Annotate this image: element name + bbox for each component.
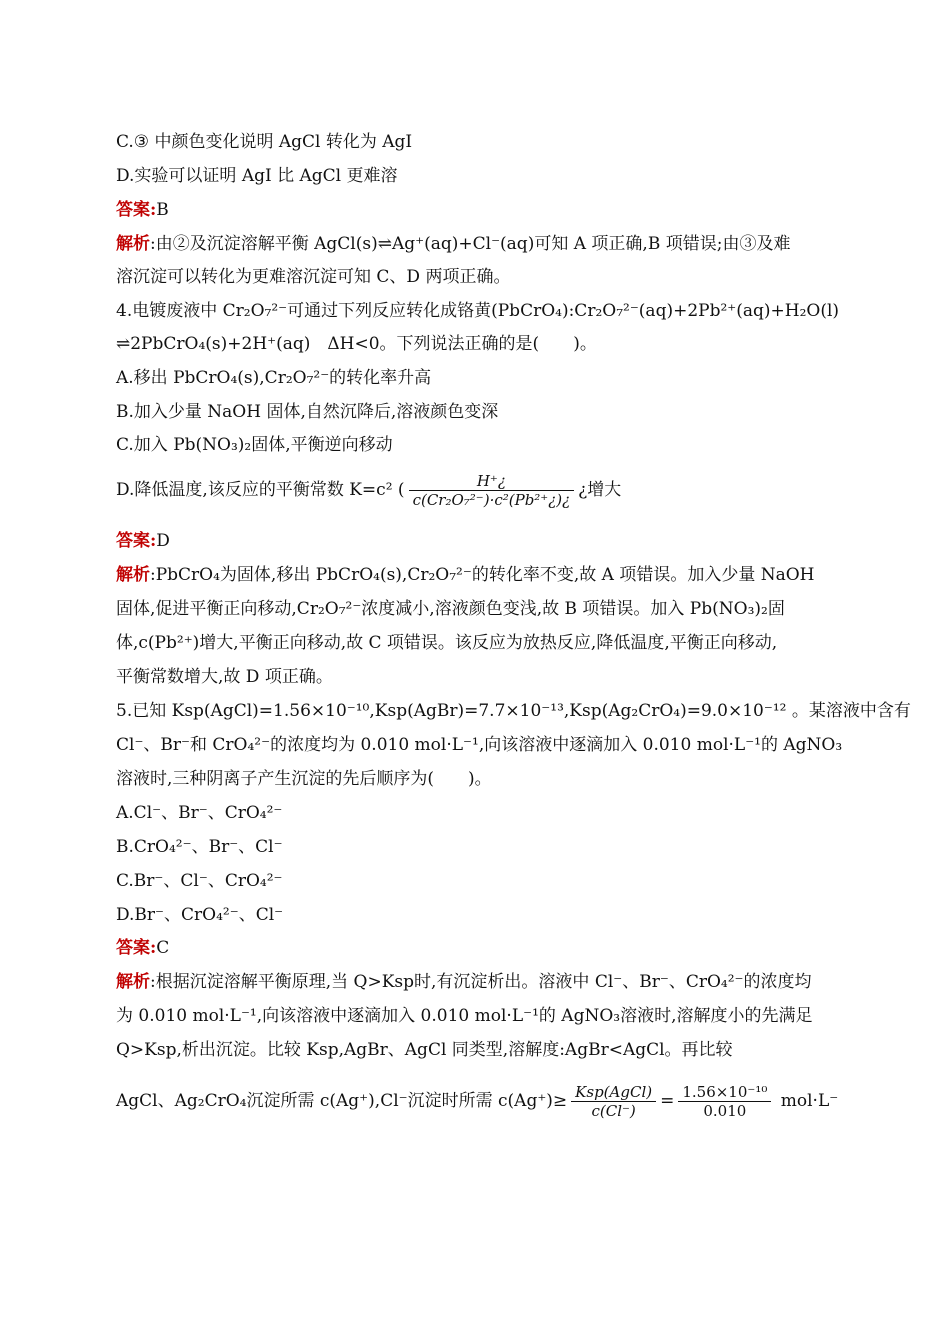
analysis-2-line-4 [116, 666, 836, 688]
analysis-2-line-1 [116, 564, 836, 586]
fraction-denominator: 0.010 [703, 1102, 747, 1120]
analysis-label: 解析 [116, 972, 150, 992]
text: 固体,促进平衡正向移动,Cr₂O₇²⁻浓度减小,溶液颜色变浅,故 B 项错误。加入 Pb(NO₃)₂固 [116, 599, 785, 619]
text: A.移出 PbCrO₄(s),Cr₂O₇²⁻的转化率升高 [116, 368, 432, 388]
fraction-numerator: Ksp(AgCl) [571, 1083, 656, 1102]
answer-label: 答案: [116, 531, 157, 551]
text: Q>Ksp,析出沉淀。比较 Ksp,AgBr、AgCl 同类型,溶解度:AgBr<AgCl。再比较 [116, 1040, 733, 1060]
answer-line-3 [116, 937, 836, 959]
answer-line-1 [116, 199, 836, 221]
text: AgCl、Ag₂CrO₄沉淀所需 c(Ag⁺),Cl⁻沉淀时所需 c(Ag⁺)≥ [116, 1091, 568, 1111]
ksp-fraction [571, 1083, 656, 1120]
text: Cl⁻、Br⁻和 CrO₄²⁻的浓度均为 0.010 mol·L⁻¹,向该溶液中逐滴加入 0.010 mol·L⁻¹的 AgNO₃ [116, 735, 843, 755]
text: C.③ 中颜色变化说明 AgCl 转化为 AgI [116, 132, 413, 152]
text: B.CrO₄²⁻、Br⁻、Cl⁻ [116, 837, 283, 857]
analysis-3-line-2 [116, 1005, 836, 1027]
equilibrium-fraction [409, 472, 575, 509]
analysis-3-line-4 [116, 1080, 839, 1122]
text: 5.已知 Ksp(AgCl)=1.56×10⁻¹⁰,Ksp(AgBr)=7.7×10⁻¹³,Ksp(Ag₂CrO₄)=9.0×10⁻¹² 。某溶液中含有 [116, 701, 911, 721]
text: C.Br⁻、Cl⁻、CrO₄²⁻ [116, 871, 283, 891]
text: D.降低温度,该反应的平衡常数 K=c² ( [116, 480, 405, 500]
q5-option-a [116, 802, 836, 824]
text: ¿增大 [578, 480, 622, 500]
text: D.实验可以证明 AgI 比 AgCl 更难溶 [116, 166, 398, 186]
text: ⇌2PbCrO₄(s)+2H⁺(aq) ΔH<0。下列说法正确的是( )。 [116, 334, 597, 354]
analysis-line-1 [116, 233, 836, 255]
answer-value: B [156, 200, 169, 220]
q4-option-d [116, 470, 836, 510]
text: D.Br⁻、CrO₄²⁻、Cl⁻ [116, 905, 284, 925]
text: 体,c(Pb²⁺)增大,平衡正向移动,故 C 项错误。该反应为放热反应,降低温度,平衡正向移动, [116, 633, 778, 653]
analysis-3-line-3 [116, 1039, 836, 1061]
fraction-denominator: c(Cl⁻) [591, 1102, 636, 1120]
question-5-line-3 [116, 768, 836, 790]
analysis-3-line-1 [116, 971, 836, 993]
fraction-numerator: 1.56×10⁻¹⁰ [678, 1083, 771, 1102]
analysis-label: 解析 [116, 565, 150, 585]
question-5-line-1 [116, 700, 911, 722]
answer-label: 答案: [116, 200, 157, 220]
text: :由②及沉淀溶解平衡 AgCl(s)⇌Ag⁺(aq)+Cl⁻(aq)可知 A 项正确,B 项错误;由③及难 [150, 234, 791, 254]
analysis-line-2 [116, 266, 836, 288]
q4-option-b [116, 401, 836, 423]
answer-line-2 [116, 530, 836, 552]
question-4-line-1 [116, 300, 840, 322]
fraction-numerator: H⁺¿ [409, 472, 575, 491]
analysis-2-line-3 [116, 632, 836, 654]
value-fraction [678, 1083, 771, 1120]
analysis-2-line-2 [116, 598, 836, 620]
text: 溶沉淀可以转化为更难溶沉淀可知 C、D 两项正确。 [116, 267, 511, 287]
option-d-prev [116, 165, 836, 187]
q4-option-c [116, 434, 836, 456]
question-4-line-2 [116, 333, 836, 355]
q5-option-b [116, 836, 836, 858]
text: :PbCrO₄为固体,移出 PbCrO₄(s),Cr₂O₇²⁻的转化率不变,故 A 项错误。加入少量 NaOH [150, 565, 815, 585]
text: mol·L⁻ [775, 1091, 839, 1111]
analysis-label: 解析 [116, 234, 150, 254]
text: B.加入少量 NaOH 固体,自然沉降后,溶液颜色变深 [116, 402, 499, 422]
text: C.加入 Pb(NO₃)₂固体,平衡逆向移动 [116, 435, 393, 455]
equals-sign: = [660, 1091, 675, 1111]
answer-value: C [156, 938, 170, 958]
q5-option-d [116, 904, 836, 926]
text: 为 0.010 mol·L⁻¹,向该溶液中逐滴加入 0.010 mol·L⁻¹的 AgNO₃溶液时,溶解度小的先满足 [116, 1006, 813, 1026]
text: A.Cl⁻、Br⁻、CrO₄²⁻ [116, 803, 283, 823]
answer-label: 答案: [116, 938, 157, 958]
q4-option-a [116, 367, 836, 389]
option-c-prev [116, 131, 836, 153]
text: 溶液时,三种阴离子产生沉淀的先后顺序为( )。 [116, 769, 492, 789]
text: 平衡常数增大,故 D 项正确。 [116, 667, 333, 687]
text: :根据沉淀溶解平衡原理,当 Q>Ksp时,有沉淀析出。溶液中 Cl⁻、Br⁻、CrO₄²⁻的浓度均 [150, 972, 812, 992]
question-5-line-2 [116, 734, 843, 756]
fraction-denominator: c(Cr₂O₇²⁻)·c²(Pb²⁺¿)¿ [412, 491, 571, 509]
answer-value: D [156, 531, 170, 551]
q5-option-c [116, 870, 836, 892]
text: 4.电镀废液中 Cr₂O₇²⁻可通过下列反应转化成铬黄(PbCrO₄):Cr₂O₇²⁻(aq)+2Pb²⁺(aq)+H₂O(l) [116, 301, 840, 321]
